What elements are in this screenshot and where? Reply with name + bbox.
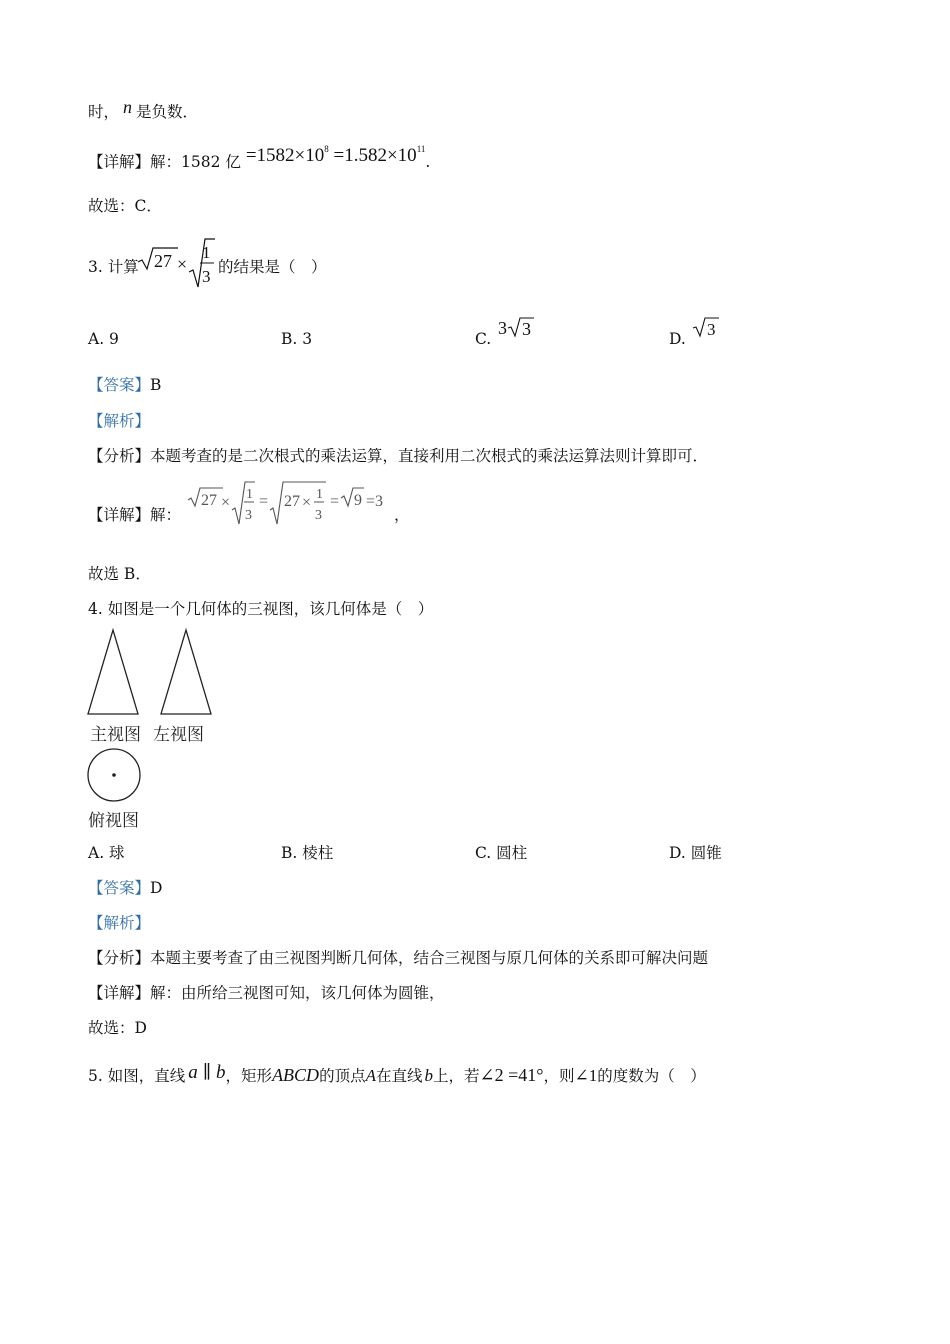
q4-option-a[interactable]: A. 球 [88,844,125,862]
q4-option-b[interactable]: B. 棱柱 [281,844,334,862]
q3-option-d-math [691,316,721,342]
q3-option-a[interactable]: A. 9 [88,330,119,348]
left-view-label: 左视图 [153,725,204,745]
svg-text:1: 1 [246,487,253,502]
q4-option-d[interactable]: D. 圆锥 [669,844,722,862]
q3-choose: 故选 B． [88,565,151,583]
svg-text:×: × [302,494,312,511]
svg-text:3: 3 [245,508,252,523]
q3-stem-suffix: 的结果是（ ） [218,258,327,276]
frac-numerator: 1 [202,243,211,262]
q3-fenxi: 【分析】本题考查的是二次根式的乘法运算，直接利用二次根式的乘法运算法则计算即可． [88,447,709,465]
q5-stem: 5. 如图，直线 a ∥ b，矩形ABCD的顶点A在直线 b上，若∠2 =41°，则∠1的度数为（ ） [88,1062,706,1085]
front-view-label: 主视图 [90,725,141,745]
svg-text:27: 27 [284,493,300,510]
frac-denominator: 3 [202,267,211,286]
q4-detail: 【详解】解：由所给三视图可知，该几何体为圆锥， [88,984,445,1002]
svg-text:=: = [259,493,269,510]
q3-stem-prefix: 3. 计算 [88,258,139,276]
q3-stem-math [136,236,216,292]
text-line-detail-1582: 【详解】解：1582 亿 $=1582\times 10^8 =1.582\times 10^{11}$. [88,144,431,171]
svg-text:9: 9 [354,492,362,509]
q3-analysis-heading: 【解析】 [88,412,151,430]
q3-option-c[interactable]: C. 3 3 [475,316,536,342]
times-sign: × [177,254,188,274]
svg-text:3: 3 [706,320,716,339]
svg-text:3: 3 [522,319,532,339]
q4-top-view [86,747,144,805]
q4-option-c[interactable]: C. 圆柱 [475,844,528,862]
text-line-choose-c: 故选：C． [88,197,162,215]
q3-option-d[interactable]: D. 3 [669,316,721,342]
svg-text:3: 3 [498,318,508,338]
q3-detail-math [186,480,396,528]
svg-text:=3: =3 [366,493,384,510]
q4-choose: 故选：D [88,1019,147,1037]
top-view-label: 俯视图 [88,811,139,831]
q4-stem: 4. 如图是一个几何体的三视图，该几何体是（ ） [88,600,434,618]
q3-detail-end: ， [394,506,410,524]
text-line-negative: 时， n 是负数． [88,97,199,121]
top-view-center-dot [112,773,116,777]
front-view-triangle [88,630,138,714]
var-n: n [123,97,133,117]
q3-detail-label: 【详解】解： [88,506,182,524]
q4-three-view-triangles [86,628,216,718]
q4-analysis-heading: 【解析】 [88,914,151,932]
q3-answer: 【答案】B [88,376,162,394]
svg-text:×: × [221,494,231,511]
sci-notation-expr: $=1582\times 10^8 =1.582\times 10^{11}$ [245,144,426,166]
svg-text:27: 27 [201,492,217,509]
svg-text:1: 1 [316,487,323,502]
left-view-triangle [161,630,211,714]
q4-fenxi: 【分析】本题主要考查了由三视图判断几何体，结合三视图与原几何体的关系即可解决问题 [88,949,709,967]
q4-answer: 【答案】D [88,879,163,897]
sqrt-27-value: 27 [154,251,172,271]
q3-option-b[interactable]: B. 3 [281,330,313,348]
q3-option-c-math [496,316,536,342]
svg-text:=: = [330,493,340,510]
svg-text:3: 3 [315,508,322,523]
